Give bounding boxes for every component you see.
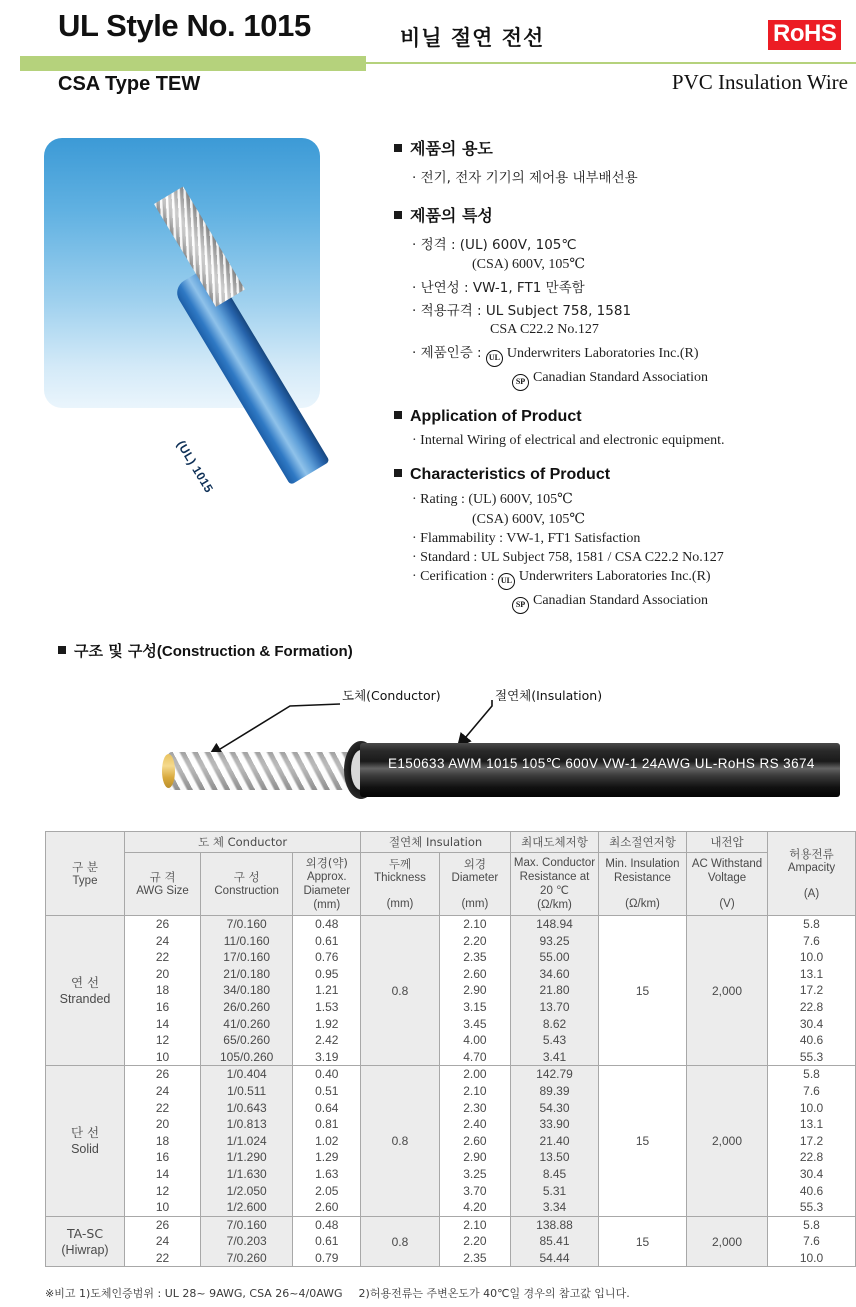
insulation-callout-label: 절연체(Insulation) (495, 688, 603, 703)
cell-insulation-diameter: 2.10 2.20 2.35 (439, 1216, 510, 1267)
cell-min-resistance: 15 (599, 916, 687, 1066)
ul-mark-icon: UL (486, 350, 503, 367)
th-min-resistance: Min. Insulation Resistance (Ω/km) (599, 853, 687, 916)
cell-type: 단 선 Solid (46, 1066, 125, 1216)
th-ampacity: 허용전류 Ampacity (A) (768, 832, 856, 916)
th-construction: 구 성 Construction (201, 853, 293, 916)
cell-awg-size: 26 24 22 20 18 16 14 12 10 (125, 916, 201, 1066)
product-photo (44, 138, 320, 496)
certification-english: · Cerification : UL Underwriters Laboratories Inc.(R) (412, 569, 856, 590)
cell-min-resistance: 15 (599, 1066, 687, 1216)
flammability-english: · Flammability : VW-1, FT1 Satisfaction (412, 531, 641, 546)
csa-mark-icon: SP (512, 597, 529, 614)
specification-table (45, 831, 856, 1267)
table-footnote (45, 1285, 630, 1301)
th-insulation-diameter: 외경 Diameter (mm) (439, 853, 510, 916)
certification-korean: · 제품인증 : UL Underwriters Laboratories Inc.(R) (412, 341, 856, 367)
table-row-group-2 (46, 1216, 856, 1267)
footnote-part-2: 2)허용전류는 주변온도가 40℃일 경우의 참고값 입니다. (358, 1287, 630, 1300)
footnote-part-1: ※비고 1)도체인증범위 : UL 28~ 9AWG, CSA 26~4/0AWG (45, 1287, 343, 1300)
th-group-conductor: 도 체 Conductor (125, 832, 361, 853)
cell-min-resistance: 15 (599, 1216, 687, 1267)
cell-type: TA-SC (Hiwrap) (46, 1216, 125, 1267)
th-max-resistance-kor: 최대도체저항 (511, 832, 599, 853)
conductor-callout-label: 도체(Conductor) (342, 688, 441, 703)
cell-insulation-thickness: 0.8 (361, 1216, 440, 1267)
cell-ampacity: 5.8 7.6 10.0 (768, 1216, 856, 1267)
page-subtitle-left: CSA Type TEW (58, 73, 201, 95)
construction-diagram (40, 686, 840, 814)
table-header-row-1 (46, 832, 856, 853)
cell-conductor-diameter: 0.48 0.61 0.76 0.95 1.21 1.53 1.92 2.42 3.19 (293, 916, 361, 1066)
csa-mark-icon: SP (512, 374, 529, 391)
cell-insulation-thickness: 0.8 (361, 916, 440, 1066)
cable-surface-print: E150633 AWM 1015 105℃ 600V VW-1 24AWG UL-RoHS RS 3674 (388, 756, 815, 771)
table-head (46, 832, 856, 916)
cell-awg-size: 26 24 22 (125, 1216, 201, 1267)
cell-max-resistance: 148.94 93.25 55.00 34.60 21.80 13.70 8.62 5.43 3.41 (511, 916, 599, 1066)
wire-print-label: (UL) 1015 (173, 438, 217, 496)
cell-max-resistance: 142.79 89.39 54.30 33.90 21.40 13.50 8.45 5.31 3.34 (511, 1066, 599, 1216)
bullet-square-icon (58, 646, 66, 654)
section-heading-application-english: Application of Product (394, 408, 856, 426)
th-withstand-voltage: AC Withstand Voltage (V) (687, 853, 768, 916)
rating-english: · Rating : (UL) 600V, 105℃ (412, 492, 573, 507)
table-header-row-2 (46, 853, 856, 916)
th-max-resistance: Max. Conductor Resistance at 20 ℃ (Ω/km) (511, 853, 599, 916)
cell-withstand-voltage: 2,000 (687, 916, 768, 1066)
specifications-panel (394, 136, 856, 617)
bullet-square-icon (394, 469, 402, 477)
bullet-square-icon (394, 211, 402, 219)
table-body (46, 916, 856, 1267)
standard-korean: · 적용규격 : UL Subject 758, 1581 (412, 303, 632, 319)
th-type: 구 분 Type (46, 832, 125, 916)
rating-csa-english: (CSA) 600V, 105℃ (472, 512, 586, 527)
section-heading-characteristics-korean: 제품의 특성 (394, 203, 856, 226)
certification-csa-english: SP Canadian Standard Association (512, 593, 856, 614)
cell-construction: 1/0.404 1/0.511 1/0.643 1/0.813 1/1.024 1/1.290 1/1.630 1/2.050 1/2.600 (201, 1066, 293, 1216)
cell-withstand-voltage: 2,000 (687, 1216, 768, 1267)
blue-wire-jacket (172, 264, 330, 485)
bullet-square-icon (394, 144, 402, 152)
rating-korean: · 정격 : (UL) 600V, 105℃ (412, 237, 577, 253)
th-min-resistance-kor: 최소절연저항 (599, 832, 687, 853)
th-conductor-diameter: 외경(약) Approx. Diameter (mm) (293, 853, 361, 916)
table-row-group-1 (46, 1066, 856, 1216)
th-voltage-kor: 내전압 (687, 832, 768, 853)
flammability-korean: · 난연성 : VW-1, FT1 만족함 (412, 280, 585, 296)
cell-ampacity: 5.8 7.6 10.0 13.1 17.2 22.8 30.4 40.6 55.3 (768, 916, 856, 1066)
cell-construction: 7/0.160 7/0.203 7/0.260 (201, 1216, 293, 1267)
page-title: UL Style No. 1015 (58, 8, 311, 43)
use-item-korean: · 전기, 전자 기기의 제어용 내부배선용 (412, 170, 638, 186)
application-item-english: · Internal Wiring of electrical and electronic equipment. (412, 433, 725, 448)
cell-insulation-thickness: 0.8 (361, 1066, 440, 1216)
standard-english: · Standard : UL Subject 758, 1581 / CSA C22.2 No.127 (412, 550, 724, 565)
th-group-insulation: 절연체 Insulation (361, 832, 511, 853)
cell-conductor-diameter: 0.40 0.51 0.64 0.81 1.02 1.29 1.63 2.05 2.60 (293, 1066, 361, 1216)
cell-insulation-diameter: 2.00 2.10 2.30 2.40 2.60 2.90 3.25 3.70 4.20 (439, 1066, 510, 1216)
cell-ampacity: 5.8 7.6 10.0 13.1 17.2 22.8 30.4 40.6 55.3 (768, 1066, 856, 1216)
th-insulation-thickness: 두께 Thickness (mm) (361, 853, 440, 916)
conductor-tip (162, 754, 175, 788)
rohs-badge: RoHS (768, 20, 841, 50)
conductor-strand-bundle (168, 752, 358, 790)
section-heading-use-korean: 제품의 용도 (394, 136, 856, 159)
cell-withstand-voltage: 2,000 (687, 1066, 768, 1216)
cell-max-resistance: 138.88 85.41 54.44 (511, 1216, 599, 1267)
cell-type: 연 선 Stranded (46, 916, 125, 1066)
page-subtitle-right: PVC Insulation Wire (671, 70, 848, 94)
table-row-group-0 (46, 916, 856, 1066)
cell-insulation-diameter: 2.10 2.20 2.35 2.60 2.90 3.15 3.45 4.00 4.70 (439, 916, 510, 1066)
bullet-square-icon (394, 411, 402, 419)
cell-construction: 7/0.160 11/0.160 17/0.160 21/0.180 34/0.180 26/0.260 41/0.260 65/0.260 105/0.260 (201, 916, 293, 1066)
page-title-korean: 비닐 절연 전선 (400, 26, 545, 50)
section-heading-characteristics-english: Characteristics of Product (394, 466, 856, 484)
page-header (0, 0, 856, 110)
standard-csa-korean: CSA C22.2 No.127 (490, 322, 599, 337)
construction-heading: 구조 및 구성(Construction & Formation) (58, 640, 353, 661)
ul-mark-icon: UL (498, 573, 515, 590)
cell-awg-size: 26 24 22 20 18 16 14 12 10 (125, 1066, 201, 1216)
certification-csa-korean: SP Canadian Standard Association (512, 370, 856, 391)
accent-rule (366, 62, 856, 64)
th-awg-size: 규 격 AWG Size (125, 853, 201, 916)
rating-csa-korean: (CSA) 600V, 105℃ (472, 257, 586, 272)
cell-conductor-diameter: 0.48 0.61 0.79 (293, 1216, 361, 1267)
accent-bar (20, 56, 366, 71)
